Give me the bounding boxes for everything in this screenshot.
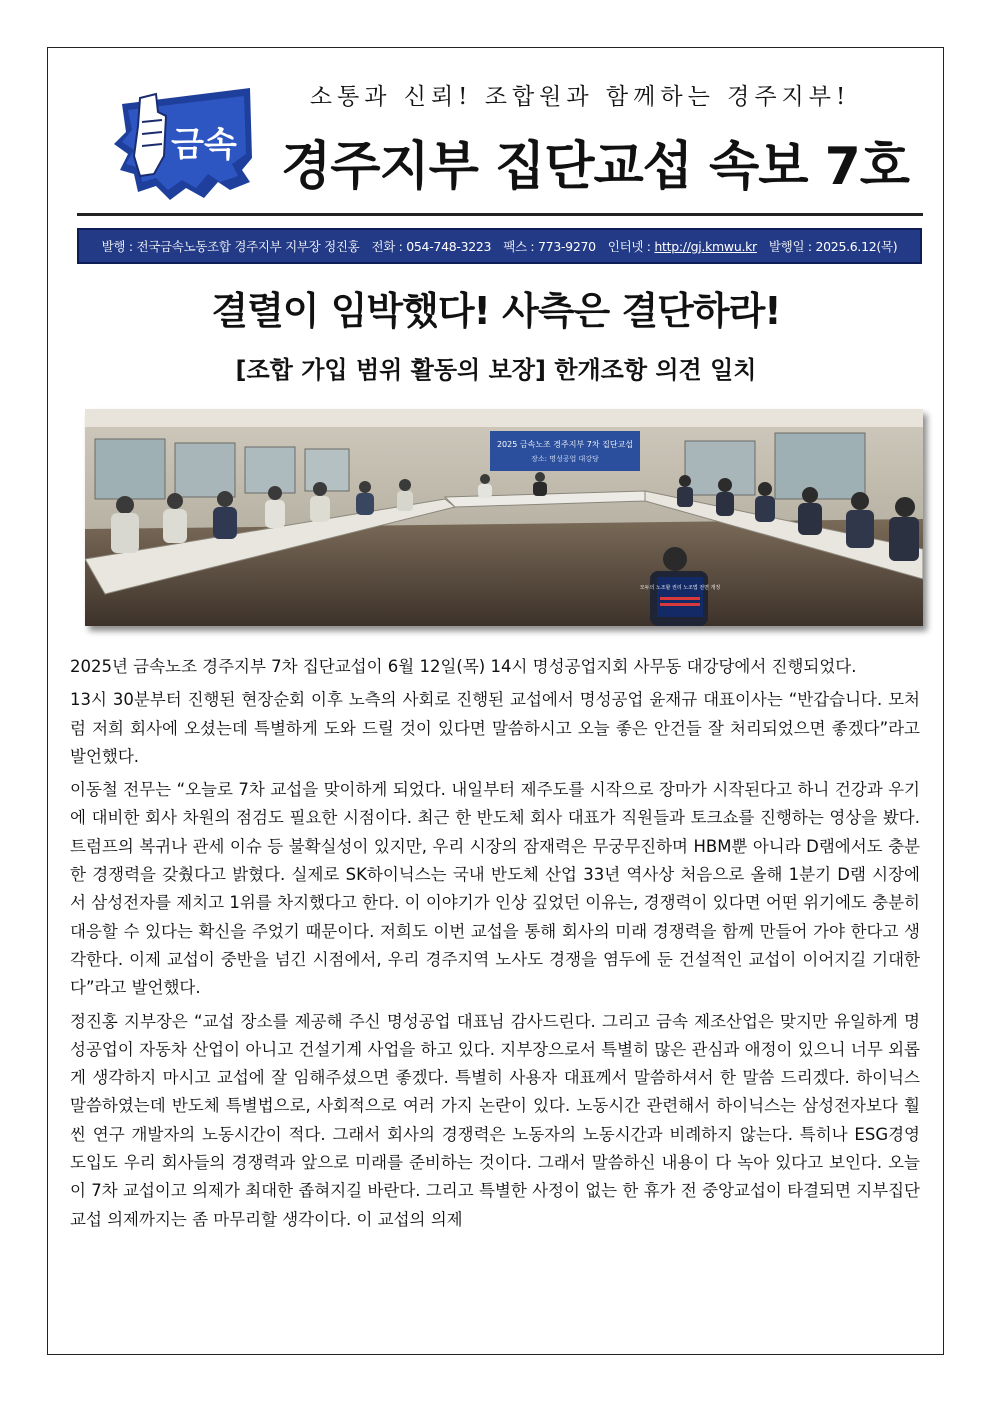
protest-sign-text: 모두의 노조할 권리 노조법 전면 개정 bbox=[639, 585, 721, 591]
paragraph-3: 이동철 전무는 “오늘로 7차 교섭을 맞이하게 되었다. 내일부터 제주도를 시작으로 장마가 시작된다고 하니 건강과 우기에 대비한 회사 차원의 점검도 필요한 시점이다. 최근 한 반도체 회사 대표가 직원들과 토크쇼를 진행하는 영상을 봤다. 트럼프의 복귀나 관세 이슈 등 불확실성이 있지만, 우리 시장의 잠재력은 무궁무진하며 HBM뿐 아니라 D램에서도 충분한 경쟁력을 갖췄다고 밝혔다. 실제로 SK하이닉스는 국내 반도체 산업 33년 역사상 처음으로 올해 1분기 D램 시장에서 삼성전자를 제치고 1위를 차지했다고 한다. 이 이야기가 인상 깊었던 이유는, 경쟁력이 있다면 어떤 위기에도 충분히 대응할 수 있다는 확신을 주었기 때문이다. 저희도 이번 교섭을 통해 회사의 미래 경쟁력을 함께 만들어 가야 한다고 생각한다. 이제 교섭이 중반을 넘긴 시점에서, 우리 경주지역 노사도 경쟁을 염두에 둔 건설적인 교섭이 이어지길 기대한다”라고 발언했다. bbox=[70, 780, 920, 998]
phone-info: 전화 : 054-748-3223 bbox=[371, 239, 492, 254]
page-title: 경주지부 집단교섭 속보 7호 bbox=[280, 137, 910, 197]
internet-label: 인터넷 : bbox=[607, 239, 651, 254]
banner-text-2: 장소: 명성공업 대강당 bbox=[531, 455, 599, 463]
article-subheadline: [조합 가입 범위 활동의 보장] 한개조항 의견 일치 bbox=[235, 356, 757, 384]
banner-text-1: 2025 금속노조 경주지부 7차 집단교섭 bbox=[496, 440, 634, 449]
publish-date: 발행일 : 2025.6.12(목) bbox=[768, 239, 898, 254]
article-body bbox=[70, 653, 920, 1239]
metal-union-logo bbox=[100, 86, 260, 206]
slogan: 소통과 신뢰! 조합원과 함께하는 경주지부! bbox=[309, 84, 851, 110]
banner-board bbox=[490, 431, 640, 471]
logo-text: 금속 bbox=[171, 125, 237, 165]
publication-info-bar bbox=[77, 228, 922, 264]
paragraph-4: 정진홍 지부장은 “교섭 장소를 제공해 주신 명성공업 대표님 감사드린다. 그리고 금속 제조산업은 맞지만 유일하게 명성공업이 자동차 산업이 아니고 건설기계 사업을 하고 있다. 지부장으로서 특별히 많은 관심과 애정이 있으니 너무 외롭게 생각하지 마시고 교섭에 잘 임해주셨으면 좋겠다. 특별히 사용자 대표께서 말씀하셔서 한 말씀 드리겠다. 하이닉스 말씀하였는데 반도체 특별법으로, 사회적으로 여러 가지 논란이 있다. 노동시간 관련해서 하이닉스는 삼성전자보다 훨씬 연구 개발자의 노동시간이 적다. 그래서 회사의 경쟁력은 노동자의 노동시간과 비례하지 않는다. 특히나 ESG경영 도입도 우리 회사들의 경쟁력과 앞으로 미래를 준비하는 것이다. 그래서 말씀하신 내용이 다 녹아 있다고 보인다. 오늘이 7차 교섭이고 의제가 최대한 좁혀지길 바란다. 그리고 특별한 사정이 없는 한 휴가 전 중앙교섭이 타결되면 지부집단교섭 의제까지는 좀 마무리할 생각이다. 이 교섭의 의제 bbox=[70, 1011, 920, 1229]
header-divider bbox=[77, 213, 923, 216]
paragraph-2: 13시 30분부터 진행된 현장순회 이후 노측의 사회로 진행된 교섭에서 명성공업 윤재규 대표이사는 “반갑습니다. 모처럼 저희 회사에 오셨는데 특별하게 도와 드릴 것이 있다면 말씀하시고 오늘 좋은 안건들 잘 처리되었으면 좋겠다”라고 발언했다. bbox=[70, 690, 920, 766]
article-headline: 결렬이 임박했다! 사측은 결단하라! bbox=[211, 289, 781, 333]
fax-info: 팩스 : 773-9270 bbox=[503, 239, 596, 254]
paragraph-1: 2025년 금속노조 경주지부 7차 집단교섭이 6월 12일(목) 14시 명성공업지회 사무동 대강당에서 진행되었다. bbox=[70, 657, 857, 676]
website-link[interactable]: http://gj.kmwu.kr bbox=[654, 238, 757, 254]
negotiation-meeting-photo bbox=[85, 409, 923, 626]
publisher-info: 발행 : 전국금속노동조합 경주지부 지부장 정진홍 bbox=[101, 239, 360, 254]
